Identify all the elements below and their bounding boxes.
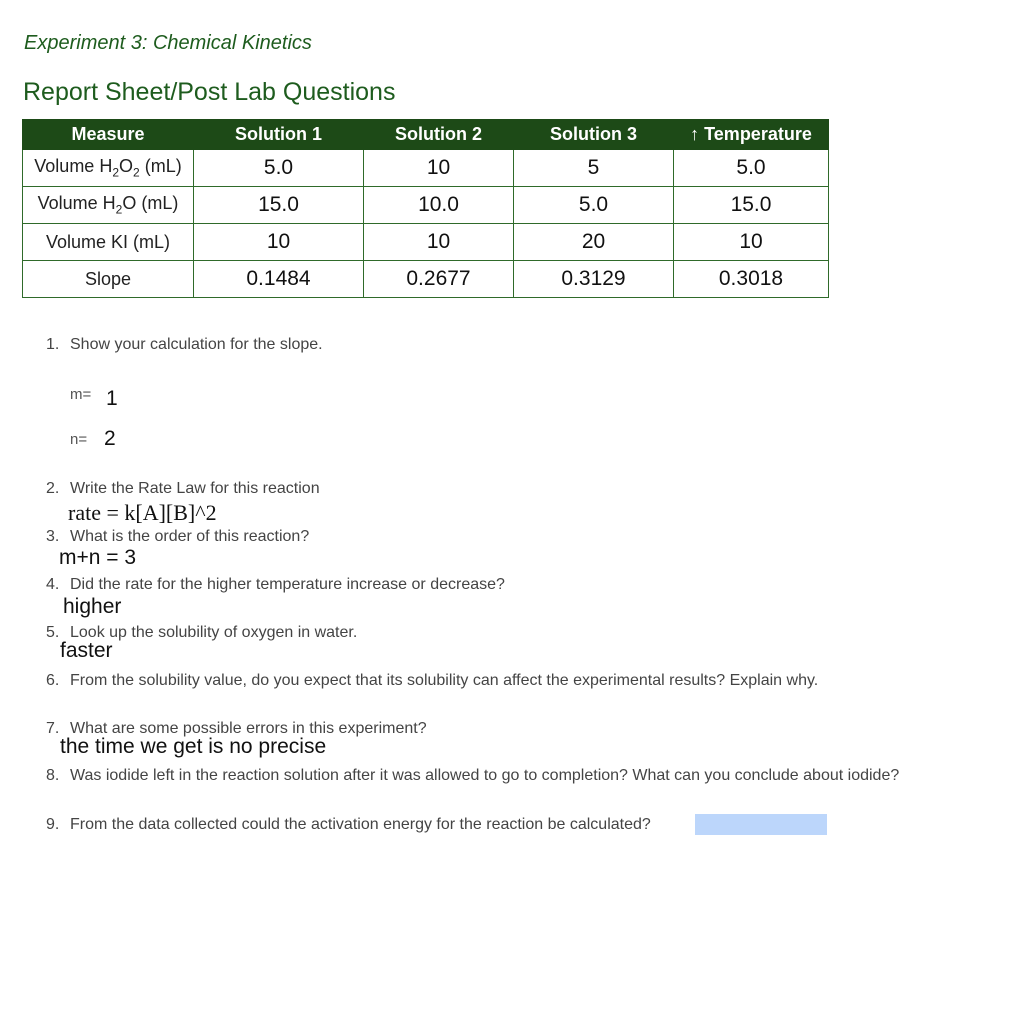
rate-law-answer: rate = k[A][B]^2	[68, 500, 217, 525]
data-table	[22, 119, 829, 298]
order-answer: m+n = 3	[59, 546, 137, 569]
table-row	[23, 261, 829, 298]
question-9: 9. From the data collected could the activation energy for the reaction be calculated?	[46, 816, 651, 833]
experiment-title: Experiment 3: Chemical Kinetics	[24, 32, 312, 54]
table-row	[23, 187, 829, 224]
errors-answer: the time we get is no precise	[60, 735, 327, 758]
value-cell: 5.0	[194, 150, 364, 187]
table-row	[23, 224, 829, 261]
value-cell: 0.1484	[194, 261, 364, 298]
question-1: 1. Show your calculation for the slope.	[46, 336, 323, 353]
table-row	[23, 150, 829, 187]
column-header: Solution 3	[514, 120, 674, 150]
question-6: 6. From the solubility value, do you expect that its solubility can affect the experimental results? Explain why.	[46, 672, 819, 689]
temperature-answer: higher	[63, 595, 122, 618]
value-cell: 5.0	[674, 150, 829, 187]
measure-cell: Volume $H_2O_2$ (mL)	[23, 150, 194, 187]
column-header: ↑ Temperature	[674, 120, 829, 150]
value-cell: 0.3129	[514, 261, 674, 298]
column-header: Measure	[23, 120, 194, 150]
table-header-row	[23, 120, 829, 150]
value-cell: 5.0	[514, 187, 674, 224]
question-7: 7. What are some possible errors in this experiment?	[46, 720, 427, 737]
solubility-answer: faster	[60, 639, 113, 662]
measure-cell: Volume $H_2O$ (mL)	[23, 187, 194, 224]
value-cell: 20	[514, 224, 674, 261]
value-cell: 10	[674, 224, 829, 261]
column-header: Solution 1	[194, 120, 364, 150]
question-4: 4. Did the rate for the higher temperature increase or decrease?	[46, 576, 505, 593]
value-cell: 15.0	[674, 187, 829, 224]
value-cell: 10	[194, 224, 364, 261]
m-answer: 1	[106, 387, 118, 410]
value-cell: 0.2677	[364, 261, 514, 298]
n-label: n=	[70, 431, 88, 448]
answer-input-field[interactable]	[695, 814, 827, 835]
value-cell: 0.3018	[674, 261, 829, 298]
report-title: Report Sheet/Post Lab Questions	[23, 78, 396, 106]
question-8: 8. Was iodide left in the reaction solution after it was allowed to go to completion? What can you conclude about iodide?	[46, 767, 900, 784]
question-2: 2. Write the Rate Law for this reaction	[46, 480, 320, 497]
value-cell: 10	[364, 224, 514, 261]
measure-cell: Slope	[23, 261, 194, 298]
question-5: 5. Look up the solubility of oxygen in water.	[46, 624, 358, 641]
m-label: m=	[70, 386, 92, 403]
question-3: 3. What is the order of this reaction?	[46, 528, 310, 545]
value-cell: 5	[514, 150, 674, 187]
n-answer: 2	[104, 427, 116, 450]
column-header: Solution 2	[364, 120, 514, 150]
value-cell: 10.0	[364, 187, 514, 224]
measure-cell: Volume KI (mL)	[23, 224, 194, 261]
value-cell: 10	[364, 150, 514, 187]
value-cell: 15.0	[194, 187, 364, 224]
